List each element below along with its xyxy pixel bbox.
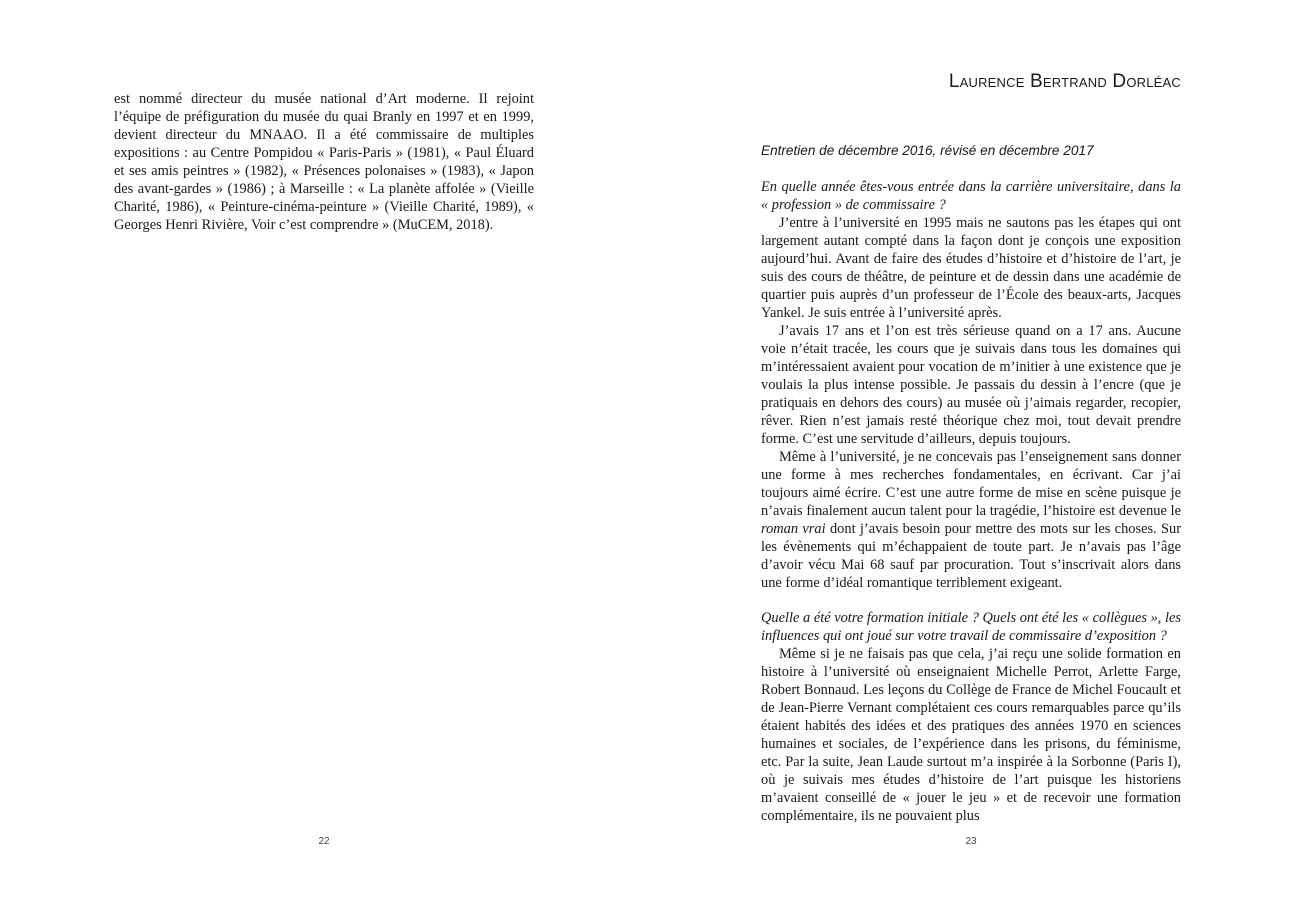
- left-page-text: [114, 90, 534, 234]
- author-name: Laurence Bertrand Dorléac: [948, 71, 1181, 92]
- question-2: Quelle a été votre formation initiale ? Quels ont été les « collègues », les influences qui ont joué sur votre travail de commissaire d’exposition ?: [761, 610, 1181, 644]
- interview-date: Entretien de décembre 2016, révisé en décembre 2017: [761, 143, 1094, 158]
- right-page-number: 23: [965, 836, 977, 847]
- answer-2-paragraph-1: Même si je ne faisais pas que cela, j’ai reçu une solide formation en histoire à l’université où enseignaient Michelle Perrot, Arlette Farge, Robert Bonnaud. Les leçons du Collège de France de Michel Foucault et de Jean-Pierre Vernant complétaient ces cours remarquables parce qu’ils étaient habités des idées et des pratiques des années 1970 en sciences humaines et sociales, de l’expérience dans les prisons, du féminisme, etc. Par la suite, Jean Laude surtout m’a inspirée à la Sorbonne (Paris I), où je suivais mes études d’histoire de l’art puisque les historiens m’avaient conseillé de « jouer le jeu » et de recevoir une formation complémentaire, ils ne pouvaient plus: [761, 646, 1181, 824]
- answer-1-paragraph-2: J’avais 17 ans et l’on est très sérieuse quand on a 17 ans. Aucune voie n’était tracée, les cours que je suivais dans tous les domaines qui m’intéressaient avaient pour vocation de m’initier à une existence que je voulais la plus intense possible. Je passais du dessin à l’encre (que je pratiquais en dehors des cours) au musée où j’aimais regarder, recopier, rêver. Rien n’est jamais resté théorique chez moi, tout devait prendre forme. C’est une servitude d’ailleurs, depuis toujours.: [761, 323, 1181, 447]
- answer-1-p3-before: Même à l’université, je ne concevais pas l’enseignement sans donner une forme à mes recherches fondamentales, en écrivant. Car j’ai toujours aimé écrire. C’est une autre forme de mise en scène puisque je n’avais finalement aucun talent pour la tragédie, l’histoire est devenue le: [761, 449, 1181, 519]
- answer-1-p3-after: dont j’avais besoin pour mettre des mots sur les choses. Sur les évènements qui m’échappaient de toute part. Je n’avais pas l’âge d’avoir vécu Mai 68 sauf par procuration. Tout s’inscrivait alors dans une forme d’idéal romantique terriblement exigeant.: [761, 521, 1182, 591]
- answer-1-p3-emphasis: roman vrai: [761, 521, 826, 537]
- question-gap: [761, 592, 1181, 609]
- left-page-paragraph: est nommé directeur du musée national d’Art moderne. Il rejoint l’équipe de préfiguration du musée du quai Branly en 1997 et en 1999, devient directeur du MNAAO. Il a été commissaire de multiples expositions : au Centre Pompidou « Paris-Paris » (1981), « Paul Éluard et ses amis peintres » (1982), « Présences polonaises » (1983), « Japon des avant-gardes » (1986) ; à Marseille : « La planète affolée » (Vieille Charité, 1986), « Peinture-cinéma-peinture » (Vieille Charité, 1989), « Georges Henri Rivière, Voir c’est comprendre » (MuCEM, 2018).: [114, 91, 534, 233]
- answer-1-paragraph-3: [761, 448, 1181, 592]
- answer-1-paragraph-1: J’entre à l’université en 1995 mais ne sautons pas les étapes qui ont largement autant compté dans la façon dont je conçois une exposition aujourd’hui. Avant de faire des études d’histoire et d’histoire de l’art, je suis des cours de théâtre, de peinture et de dessin dans une académie de quartier puis auprès d’un professeur de l’École des beaux-arts, Jacques Yankel. Je suis entrée à l’université après.: [761, 215, 1181, 321]
- left-page-number: 22: [318, 836, 330, 847]
- right-page-text: [761, 178, 1181, 825]
- question-1: En quelle année êtes-vous entrée dans la carrière universitaire, dans la « profession » de commissaire ?: [761, 179, 1181, 213]
